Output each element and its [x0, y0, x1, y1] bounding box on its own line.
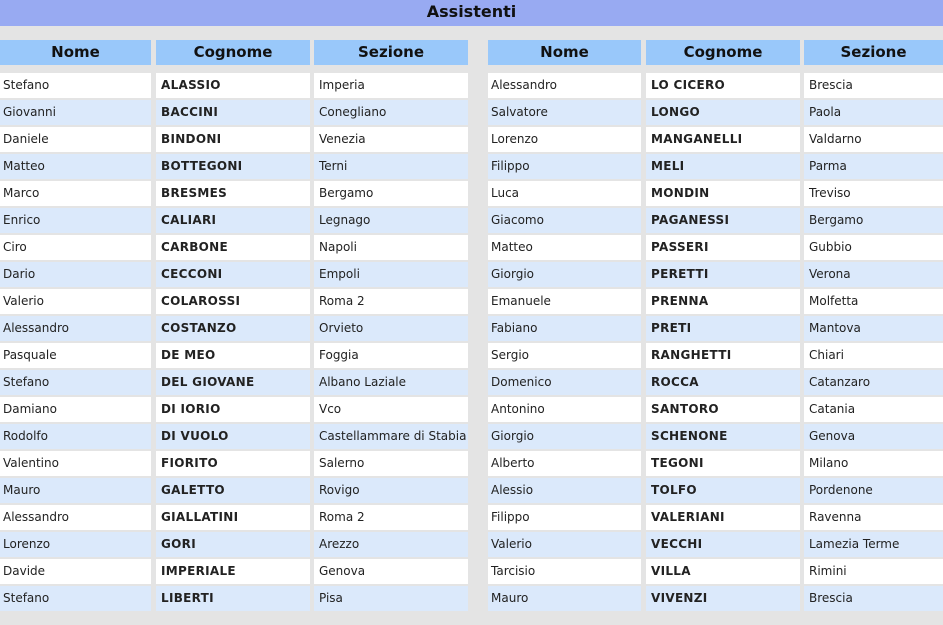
first-name-cell: Ciro [0, 235, 151, 260]
last-name-cell: VIVENZI [646, 586, 800, 611]
section-cell: Treviso [804, 181, 943, 206]
section-cell: Bergamo [804, 208, 943, 233]
section-cell: Arezzo [314, 532, 468, 557]
first-name-cell: Filippo [488, 154, 641, 179]
section-cell: Mantova [804, 316, 943, 341]
section-cell: Parma [804, 154, 943, 179]
page-title: Assistenti [0, 0, 943, 26]
section-cell: Brescia [804, 73, 943, 98]
section-cell: Salerno [314, 451, 468, 476]
last-name-cell: SCHENONE [646, 424, 800, 449]
last-name-cell: LO CICERO [646, 73, 800, 98]
column-header-last-name: Cognome [646, 40, 800, 65]
last-name-cell: IMPERIALE [156, 559, 310, 584]
first-name-cell: Giorgio [488, 262, 641, 287]
first-name-cell: Rodolfo [0, 424, 151, 449]
last-name-cell: DEL GIOVANE [156, 370, 310, 395]
last-name-cell: CARBONE [156, 235, 310, 260]
first-name-cell: Marco [0, 181, 151, 206]
last-name-cell: BOTTEGONI [156, 154, 310, 179]
last-name-cell: BACCINI [156, 100, 310, 125]
first-name-cell: Alessio [488, 478, 641, 503]
section-cell: Genova [804, 424, 943, 449]
last-name-cell: MELI [646, 154, 800, 179]
first-name-cell: Mauro [488, 586, 641, 611]
section-cell: Imperia [314, 73, 468, 98]
last-name-cell: SANTORO [646, 397, 800, 422]
last-name-cell: DI IORIO [156, 397, 310, 422]
last-name-cell: VALERIANI [646, 505, 800, 530]
column-header-section: Sezione [314, 40, 468, 65]
first-name-cell: Giacomo [488, 208, 641, 233]
last-name-cell: RANGHETTI [646, 343, 800, 368]
section-cell: Empoli [314, 262, 468, 287]
column-header-section: Sezione [804, 40, 943, 65]
first-name-cell: Davide [0, 559, 151, 584]
section-cell: Orvieto [314, 316, 468, 341]
first-name-cell: Lorenzo [0, 532, 151, 557]
last-name-cell: COSTANZO [156, 316, 310, 341]
first-name-cell: Damiano [0, 397, 151, 422]
last-name-cell: VECCHI [646, 532, 800, 557]
first-name-cell: Alessandro [0, 316, 151, 341]
first-name-cell: Antonino [488, 397, 641, 422]
first-name-cell: Valentino [0, 451, 151, 476]
section-cell: Ravenna [804, 505, 943, 530]
section-cell: Rimini [804, 559, 943, 584]
last-name-cell: COLAROSSI [156, 289, 310, 314]
last-name-cell: VILLA [646, 559, 800, 584]
first-name-cell: Luca [488, 181, 641, 206]
last-name-cell: CECCONI [156, 262, 310, 287]
section-cell: Paola [804, 100, 943, 125]
section-cell: Legnago [314, 208, 468, 233]
first-name-cell: Lorenzo [488, 127, 641, 152]
last-name-cell: MANGANELLI [646, 127, 800, 152]
last-name-cell: GIALLATINI [156, 505, 310, 530]
last-name-cell: LONGO [646, 100, 800, 125]
section-cell: Roma 2 [314, 505, 468, 530]
first-name-cell: Sergio [488, 343, 641, 368]
last-name-cell: PERETTI [646, 262, 800, 287]
section-cell: Pordenone [804, 478, 943, 503]
first-name-cell: Giorgio [488, 424, 641, 449]
last-name-cell: LIBERTI [156, 586, 310, 611]
section-cell: Genova [314, 559, 468, 584]
last-name-cell: BRESMES [156, 181, 310, 206]
section-cell: Vco [314, 397, 468, 422]
last-name-cell: ROCCA [646, 370, 800, 395]
section-cell: Rovigo [314, 478, 468, 503]
last-name-cell: DE MEO [156, 343, 310, 368]
section-cell: Catanzaro [804, 370, 943, 395]
last-name-cell: FIORITO [156, 451, 310, 476]
section-cell: Gubbio [804, 235, 943, 260]
first-name-cell: Tarcisio [488, 559, 641, 584]
last-name-cell: GALETTO [156, 478, 310, 503]
first-name-cell: Enrico [0, 208, 151, 233]
column-header-first-name: Nome [0, 40, 151, 65]
first-name-cell: Salvatore [488, 100, 641, 125]
section-cell: Molfetta [804, 289, 943, 314]
first-name-cell: Valerio [0, 289, 151, 314]
section-cell: Venezia [314, 127, 468, 152]
first-name-cell: Stefano [0, 370, 151, 395]
first-name-cell: Mauro [0, 478, 151, 503]
first-name-cell: Domenico [488, 370, 641, 395]
section-cell: Foggia [314, 343, 468, 368]
section-cell: Terni [314, 154, 468, 179]
first-name-cell: Matteo [0, 154, 151, 179]
section-cell: Catania [804, 397, 943, 422]
section-cell: Valdarno [804, 127, 943, 152]
section-cell: Bergamo [314, 181, 468, 206]
section-cell: Napoli [314, 235, 468, 260]
last-name-cell: PASSERI [646, 235, 800, 260]
section-cell: Verona [804, 262, 943, 287]
section-cell: Brescia [804, 586, 943, 611]
last-name-cell: ALASSIO [156, 73, 310, 98]
last-name-cell: TOLFO [646, 478, 800, 503]
last-name-cell: MONDIN [646, 181, 800, 206]
first-name-cell: Dario [0, 262, 151, 287]
column-header-last-name: Cognome [156, 40, 310, 65]
last-name-cell: PRETI [646, 316, 800, 341]
section-cell: Castellammare di Stabia [314, 424, 468, 449]
first-name-cell: Emanuele [488, 289, 641, 314]
last-name-cell: BINDONI [156, 127, 310, 152]
last-name-cell: PAGANESSI [646, 208, 800, 233]
first-name-cell: Valerio [488, 532, 641, 557]
first-name-cell: Alberto [488, 451, 641, 476]
first-name-cell: Filippo [488, 505, 641, 530]
last-name-cell: GORI [156, 532, 310, 557]
first-name-cell: Matteo [488, 235, 641, 260]
first-name-cell: Giovanni [0, 100, 151, 125]
last-name-cell: CALIARI [156, 208, 310, 233]
first-name-cell: Alessandro [0, 505, 151, 530]
first-name-cell: Stefano [0, 73, 151, 98]
column-header-first-name: Nome [488, 40, 641, 65]
section-cell: Albano Laziale [314, 370, 468, 395]
first-name-cell: Fabiano [488, 316, 641, 341]
last-name-cell: DI VUOLO [156, 424, 310, 449]
first-name-cell: Pasquale [0, 343, 151, 368]
last-name-cell: PRENNA [646, 289, 800, 314]
section-cell: Milano [804, 451, 943, 476]
first-name-cell: Alessandro [488, 73, 641, 98]
first-name-cell: Daniele [0, 127, 151, 152]
section-cell: Lamezia Terme [804, 532, 943, 557]
section-cell: Roma 2 [314, 289, 468, 314]
last-name-cell: TEGONI [646, 451, 800, 476]
section-cell: Conegliano [314, 100, 468, 125]
section-cell: Pisa [314, 586, 468, 611]
section-cell: Chiari [804, 343, 943, 368]
first-name-cell: Stefano [0, 586, 151, 611]
